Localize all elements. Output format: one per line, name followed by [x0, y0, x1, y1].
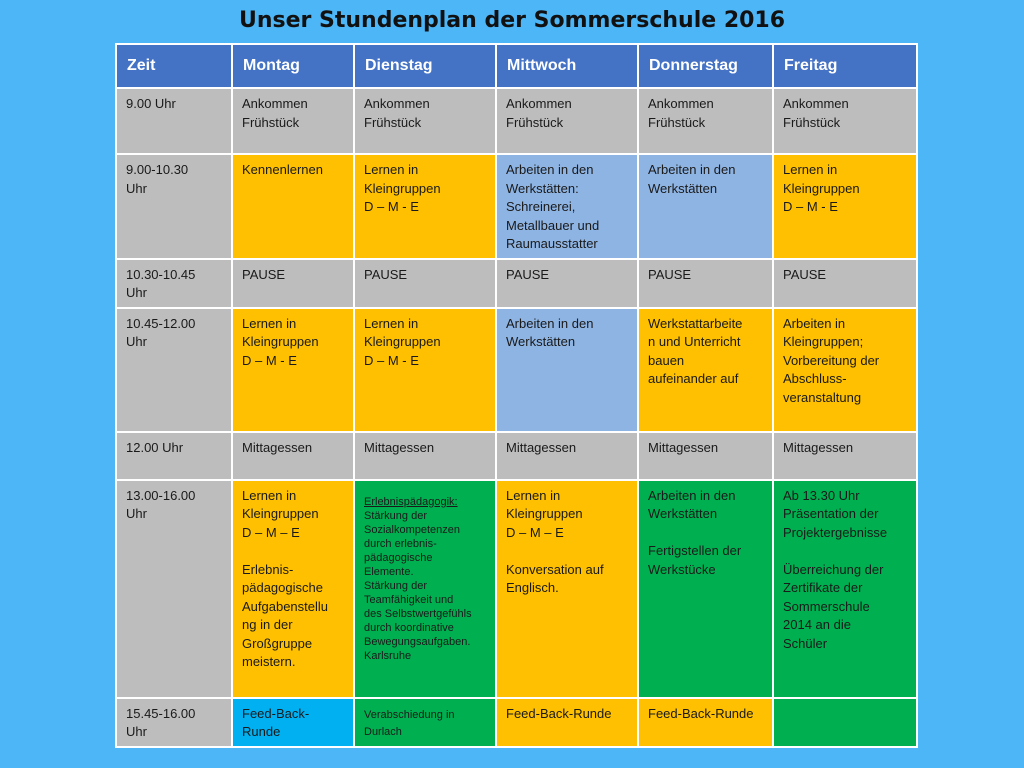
header-montag: Montag — [232, 44, 354, 88]
cell-montag: Mittagessen — [232, 432, 354, 480]
cell-donnerstag: Mittagessen — [638, 432, 773, 480]
cell-dienstag-text: Stärkung der Sozialkompetenzen durch erlebnis- pädagogische Elemente. Stärkung der Teamfähigkeit und des Selbstwertgefühls durch koordinative Bewegungsaufgaben. Karlsruhe — [364, 509, 472, 662]
cell-montag: Lernen in Kleingruppen D – M - E — [232, 308, 354, 432]
cell-mittwoch: Arbeiten in den Werkstätten — [496, 308, 638, 432]
cell-mittwoch: Mittagessen — [496, 432, 638, 480]
cell-mittwoch: Arbeiten in den Werkstätten: Schreinerei, Metallbauer und Raumausstatter — [496, 154, 638, 259]
cell-dienstag: Lernen in Kleingruppen D – M - E — [354, 308, 496, 432]
time-cell: 9.00 Uhr — [116, 88, 232, 154]
table-row — [116, 698, 917, 747]
cell-freitag: Lernen in Kleingruppen D – M - E — [773, 154, 917, 259]
table-row — [116, 432, 917, 480]
cell-dienstag — [354, 480, 496, 698]
time-cell: 15.45-16.00 Uhr — [116, 698, 232, 747]
cell-freitag: Mittagessen — [773, 432, 917, 480]
cell-freitag: Arbeiten in Kleingruppen; Vorbereitung der Abschluss- veranstaltung — [773, 308, 917, 432]
header-freitag: Freitag — [773, 44, 917, 88]
cell-mittwoch: Feed-Back-Runde — [496, 698, 638, 747]
cell-dienstag: PAUSE — [354, 259, 496, 308]
cell-montag: PAUSE — [232, 259, 354, 308]
cell-mittwoch: PAUSE — [496, 259, 638, 308]
cell-montag: Feed-Back- Runde — [232, 698, 354, 747]
time-cell: 10.45-12.00 Uhr — [116, 308, 232, 432]
table-row — [116, 259, 917, 308]
cell-donnerstag: Arbeiten in den Werkstätten Fertigstellen der Werkstücke — [638, 480, 773, 698]
header-row — [116, 44, 917, 88]
header-dienstag: Dienstag — [354, 44, 496, 88]
cell-freitag: PAUSE — [773, 259, 917, 308]
table-row — [116, 154, 917, 259]
header-mittwoch: Mittwoch — [496, 44, 638, 88]
time-cell: 10.30-10.45 Uhr — [116, 259, 232, 308]
time-cell: 9.00-10.30 Uhr — [116, 154, 232, 259]
cell-mittwoch: Ankommen Frühstück — [496, 88, 638, 154]
time-cell: 12.00 Uhr — [116, 432, 232, 480]
table-row — [116, 88, 917, 154]
cell-freitag: Ab 13.30 Uhr Präsentation der Projektergebnisse Überreichung der Zertifikate der Sommerschule 2014 an die Schüler — [773, 480, 917, 698]
time-cell: 13.00-16.00 Uhr — [116, 480, 232, 698]
cell-freitag — [773, 698, 917, 747]
cell-donnerstag: Arbeiten in den Werkstätten — [638, 154, 773, 259]
cell-montag: Ankommen Frühstück — [232, 88, 354, 154]
cell-donnerstag: Feed-Back-Runde — [638, 698, 773, 747]
cell-montag: Lernen in Kleingruppen D – M – E Erlebnis- pädagogische Aufgabenstellu ng in der Großgruppe meistern. — [232, 480, 354, 698]
cell-donnerstag: Ankommen Frühstück — [638, 88, 773, 154]
cell-donnerstag: Werkstattarbeite n und Unterricht bauen aufeinander auf — [638, 308, 773, 432]
cell-mittwoch: Lernen in Kleingruppen D – M – E Konversation auf Englisch. — [496, 480, 638, 698]
cell-dienstag: Lernen in Kleingruppen D – M - E — [354, 154, 496, 259]
header-zeit: Zeit — [116, 44, 232, 88]
cell-dienstag: Ankommen Frühstück — [354, 88, 496, 154]
schedule-table — [115, 43, 918, 748]
table-row — [116, 308, 917, 432]
cell-dienstag: Mittagessen — [354, 432, 496, 480]
header-donnerstag: Donnerstag — [638, 44, 773, 88]
page-title: Unser Stundenplan der Sommerschule 2016 — [238, 8, 786, 33]
cell-freitag: Ankommen Frühstück — [773, 88, 917, 154]
cell-montag: Kennenlernen — [232, 154, 354, 259]
cell-dienstag: Verabschiedung in Durlach — [354, 698, 496, 747]
cell-donnerstag: PAUSE — [638, 259, 773, 308]
erlebnispaedagogik-heading: Erlebnispädagogik: — [364, 495, 458, 508]
table-row — [116, 480, 917, 698]
